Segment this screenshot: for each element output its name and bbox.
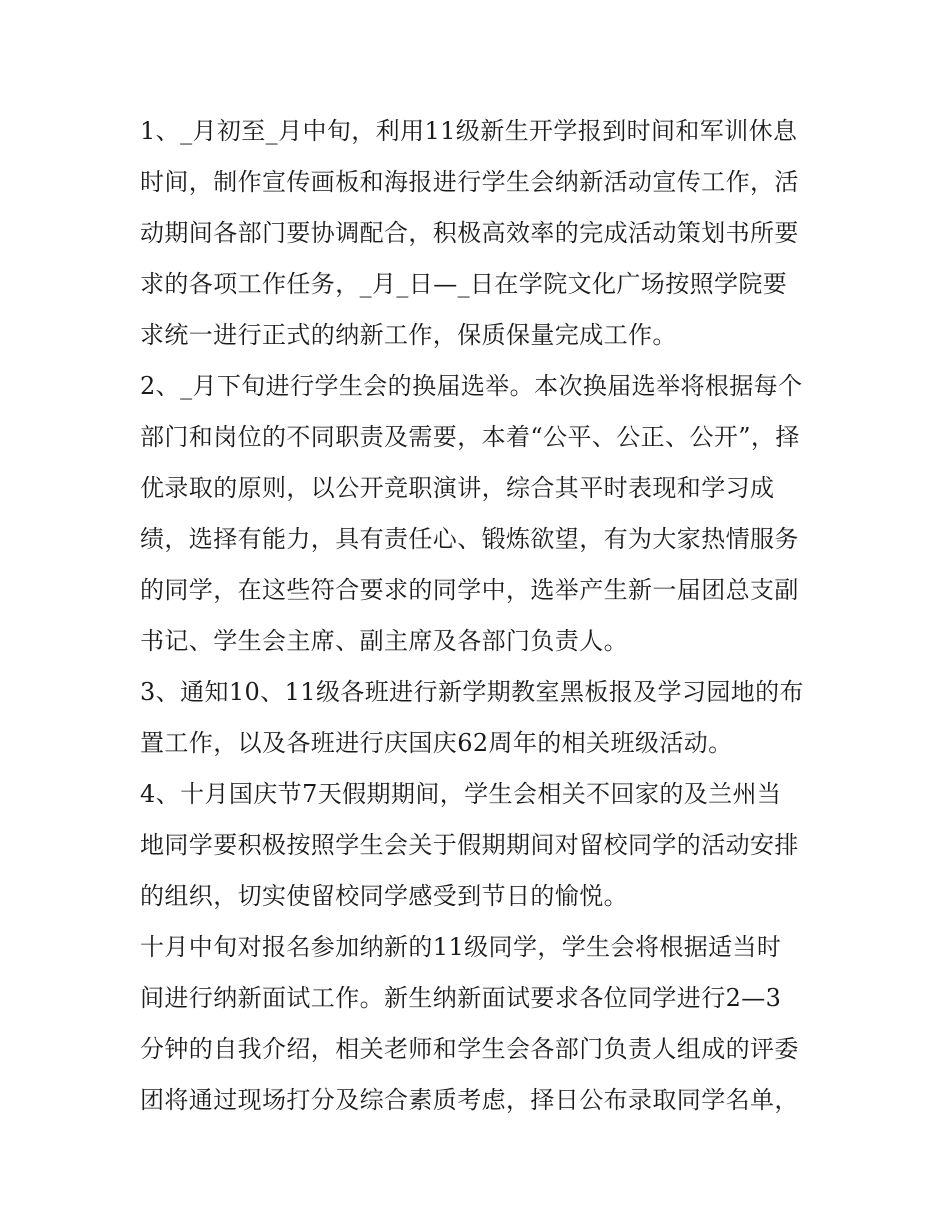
text-line: 优录取的原则，以公开竞职演讲，综合其平时表现和学习成 [140,474,775,502]
text-line: 间进行纳新面试工作。新生纳新面试要求各位同学进行2—3 [140,984,782,1012]
text-line: 1、_月初至_月中旬，利用11级新生开学报到时间和军训休息 [140,117,798,145]
text-line: 求统一进行正式的纳新工作，保质保量完成工作。 [140,321,677,349]
text-line: 置工作，以及各班进行庆国庆62周年的相关班级活动。 [140,729,733,757]
paragraph-item-4 [140,769,815,922]
text-line: 的同学，在这些符合要求的同学中，选举产生新一届团总支副 [140,576,799,604]
paragraph-item-3 [140,667,815,769]
document-body [140,106,815,1126]
text-line: 的组织，切实使留校同学感受到节日的愉悦。 [140,882,628,910]
paragraph-item-2 [140,361,815,667]
text-line: 团将通过现场打分及综合素质考虑，择日公布录取同学名单， [140,1086,799,1114]
paragraph-interview [140,922,815,1126]
text-line: 动期间各部门要协调配合，积极高效率的完成活动策划书所要 [140,219,799,247]
text-line: 十月中旬对报名参加纳新的11级同学，学生会将根据适当时 [140,933,782,961]
paragraph-item-1 [140,106,815,361]
text-line: 2、_月下旬进行学生会的换届选举。本次换届选举将根据每个 [140,372,803,400]
text-line: 时间，制作宣传画板和海报进行学生会纳新活动宣传工作，活 [140,168,799,196]
text-line: 3、通知10、11级各班进行新学期教室黑板报及学习园地的布 [140,678,804,706]
text-line: 4、十月国庆节7天假期期间，学生会相关不回家的及兰州当 [140,780,782,808]
text-line: 书记、学生会主席、副主席及各部门负责人。 [140,627,628,655]
text-line: 分钟的自我介绍，相关老师和学生会各部门负责人组成的评委 [140,1035,799,1063]
text-line: 绩，选择有能力，具有责任心、锻炼欲望，有为大家热情服务 [140,525,799,553]
text-line: 部门和岗位的不同职责及需要，本着“公平、公正、公开”，择 [140,423,800,451]
text-line: 求的各项工作任务，_月_日—_日在学院文化广场按照学院要 [140,270,788,298]
text-line: 地同学要积极按照学生会关于假期期间对留校同学的活动安排 [140,831,799,859]
